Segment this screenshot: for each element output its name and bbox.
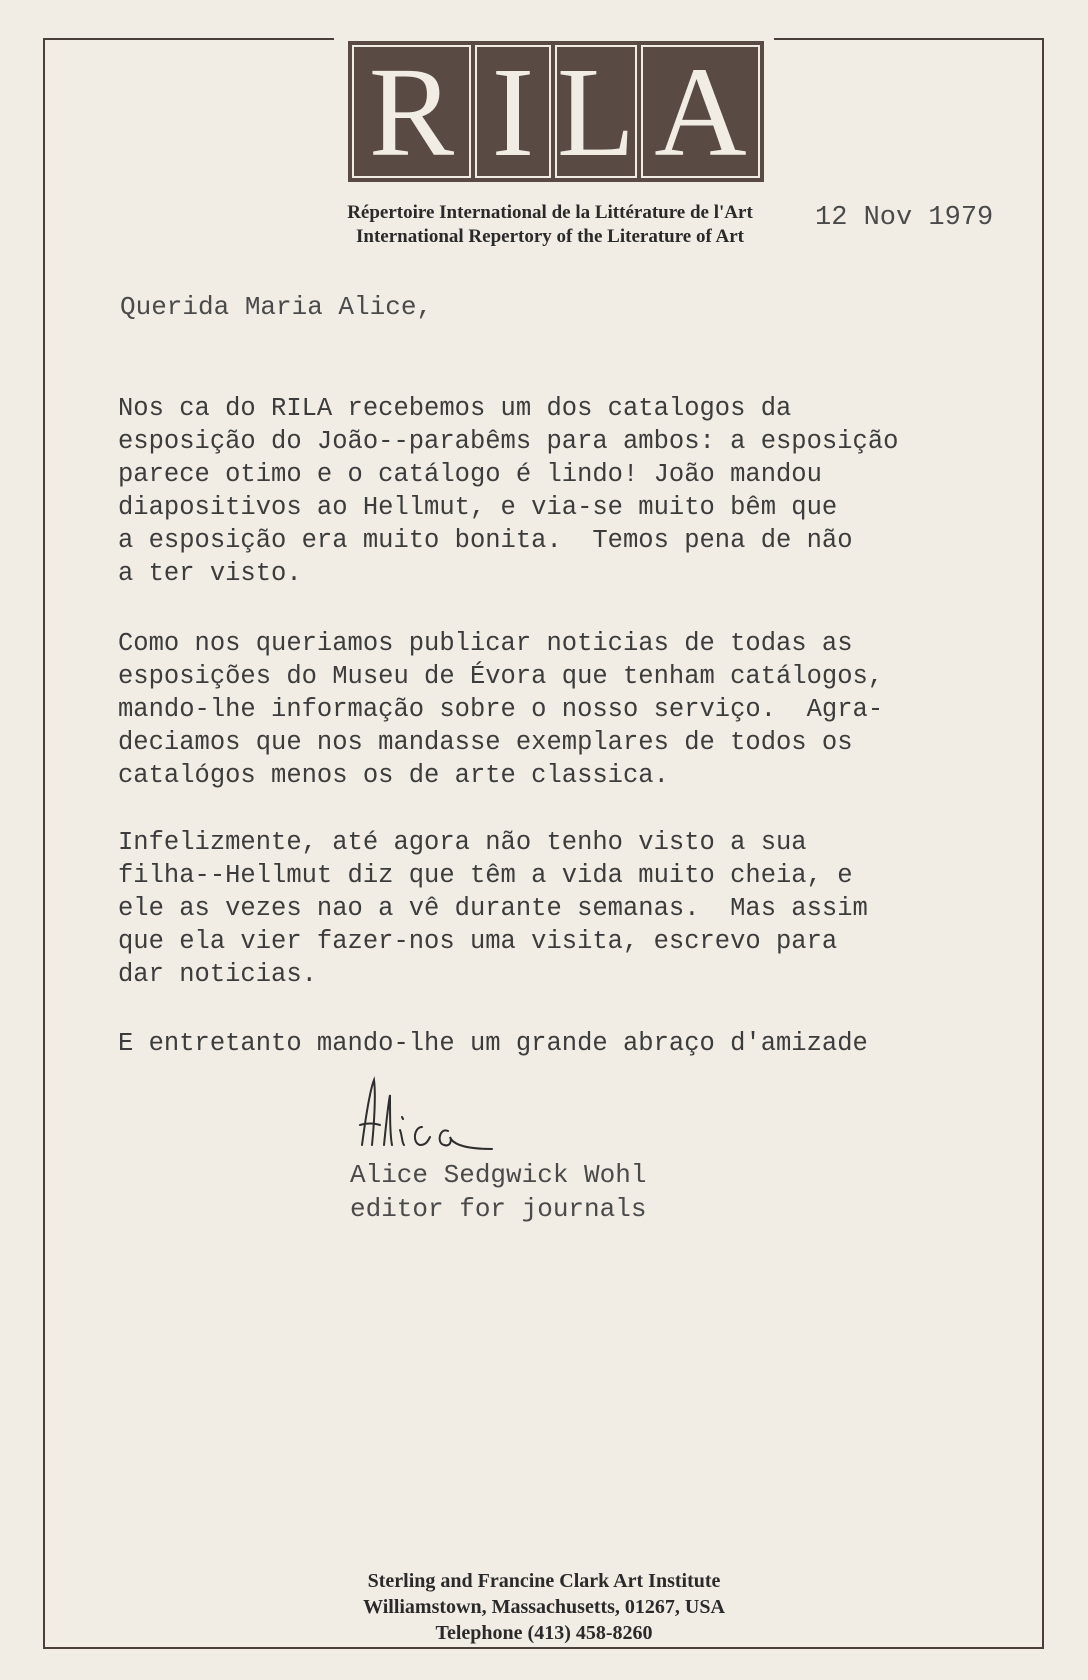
letter-date: 12 Nov 1979 (815, 203, 994, 233)
logo-letter-r: R (352, 45, 471, 178)
closing-line: E entretanto mando-lhe um grande abraço d'amizade (118, 1029, 868, 1058)
organization-name (300, 201, 800, 249)
org-name-french: Répertoire International de la Littérature de l'Art (347, 202, 753, 223)
body-paragraph-2: Como nos queriamos publicar noticias de todas as esposições do Museu de Évora que tenham catálogos, mando-lhe informação sobre o nosso serviço. Agra- deciamos que nos mandasse exemplares de todos os catalógos menos os de arte classica. (118, 629, 884, 790)
handwritten-signature (352, 1075, 502, 1155)
body-paragraph-3: Infelizmente, até agora não tenho visto a sua filha--Hellmut diz que têm a vida muito cheia, e ele as vezes nao a vê durante semanas. Mas assim que ela vier fazer-nos uma visita, escrevo para dar noticias. (118, 828, 868, 989)
footer-institution: Sterling and Francine Clark Art Institute (367, 1570, 721, 1592)
org-name-english: International Repertory of the Literature of Art (356, 226, 744, 247)
signatory-name: Alice Sedgwick Wohl (350, 1160, 647, 1190)
logo-letter-i: I (475, 45, 551, 178)
logo-letter-a: A (641, 45, 760, 178)
letterhead-logo-area (334, 24, 774, 183)
body-paragraph-1: Nos ca do RILA recebemos um dos catalogos da esposição do João--parabêms para ambos: a esposição parece otimo e o catálogo é lindo! João mandou diapositivos ao Hellmut, e via-se muito bêm que a esposição era muito bonita. Temos pena de não a ter visto. (118, 394, 899, 588)
rila-logo (348, 41, 764, 182)
signatory-title: editor for journals (350, 1194, 647, 1224)
footer-telephone: Telephone (413) 458-8260 (435, 1622, 653, 1644)
footer-address: Williamstown, Massachusetts, 01267, USA (363, 1596, 725, 1618)
logo-letter-l: L (556, 40, 636, 183)
salutation: Querida Maria Alice, (120, 292, 433, 322)
